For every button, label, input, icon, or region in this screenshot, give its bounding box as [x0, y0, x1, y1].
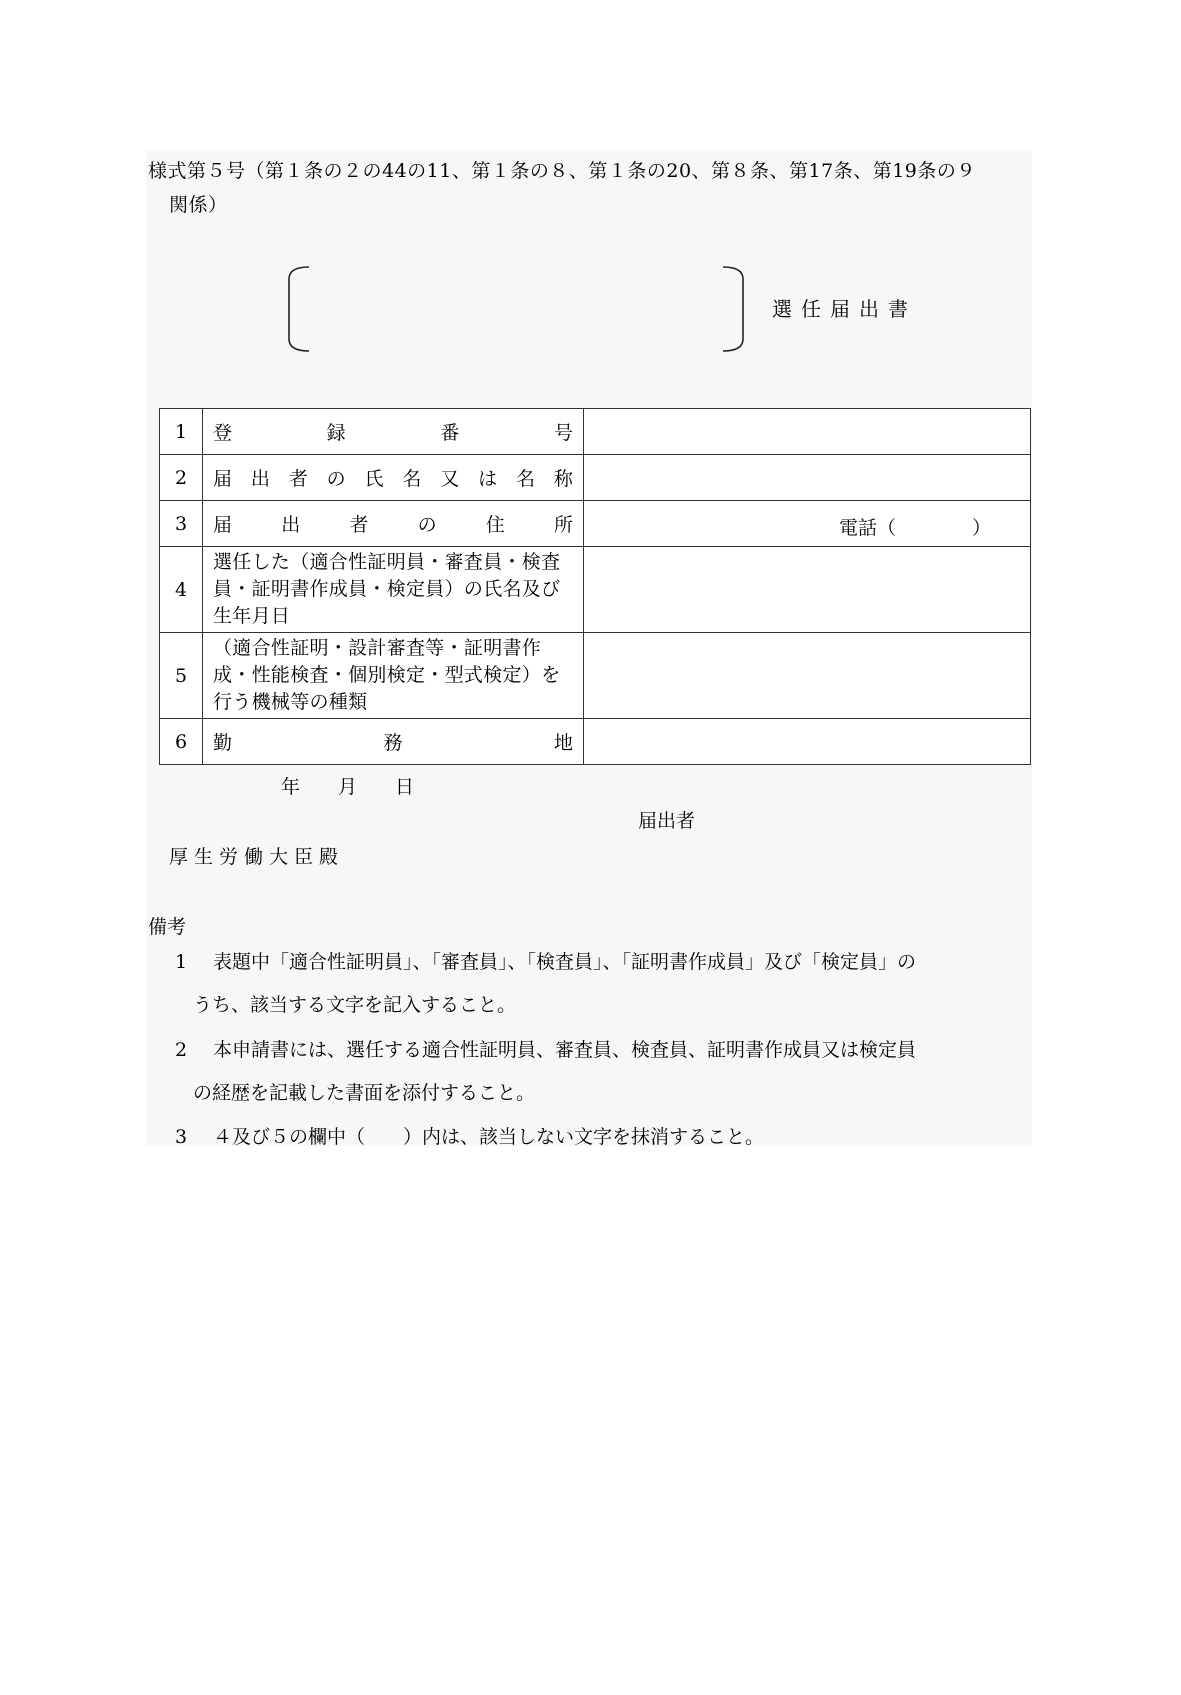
- label-char: 番: [440, 422, 460, 444]
- remark-item: [175, 1029, 1035, 1115]
- value-cell-notifier-address[interactable]: [584, 501, 1031, 547]
- label-char: 届: [213, 514, 233, 536]
- table-row: [160, 633, 1031, 719]
- table-row: [160, 409, 1031, 455]
- form-number-line2: 関係）: [169, 194, 228, 216]
- remark-number: 3: [175, 1126, 188, 1148]
- row-number: 6: [160, 719, 203, 765]
- form-number-line1: 様式第５号（第１条の２の44の11、第１条の８、第１条の20、第８条、第17条、第19条の９: [148, 160, 976, 182]
- row-number: 2: [160, 455, 203, 501]
- left-bracket-mark: [285, 265, 311, 353]
- label-char: 出: [281, 514, 301, 536]
- label-char: は: [478, 468, 498, 490]
- label-char: 氏: [364, 468, 384, 490]
- notifier-label: 届出者: [638, 810, 696, 832]
- remarks-heading: 備考: [148, 916, 187, 938]
- table-row: [160, 455, 1031, 501]
- label-char: 名: [516, 468, 536, 490]
- remark-text-line1: 本申請書には、選任する適合性証明員、審査員、検査員、証明書作成員又は検定員: [213, 1039, 917, 1061]
- label-char: 勤: [213, 732, 233, 754]
- remark-number: 2: [175, 1039, 188, 1061]
- label-char: 又: [440, 468, 460, 490]
- remark-text-line2: の経歴を記載した書面を添付すること。: [193, 1082, 536, 1104]
- label-char: 登: [213, 422, 233, 444]
- label-char: 称: [553, 468, 573, 490]
- label-char: 届: [213, 468, 233, 490]
- phone-label: 電話（ ）: [839, 517, 992, 539]
- row-label-machine-type: （適合性証明・設計審査等・証明書作成・性能検査・個別検定・型式検定）を行う機械等の種類: [203, 633, 584, 719]
- label-char: 号: [553, 422, 573, 444]
- form-table: [159, 408, 1031, 765]
- label-char: 名: [402, 468, 422, 490]
- row-number: 1: [160, 409, 203, 455]
- value-cell-registration-number[interactable]: [584, 409, 1031, 455]
- table-row: [160, 501, 1031, 547]
- row-label-registration-number: [203, 409, 584, 455]
- row-number: 3: [160, 501, 203, 547]
- row-number: 4: [160, 547, 203, 633]
- label-char: 務: [383, 732, 403, 754]
- label-char: 者: [349, 514, 369, 536]
- remark-text-line2: うち、該当する文字を記入すること。: [193, 994, 517, 1016]
- remark-number: 1: [175, 951, 188, 973]
- label-char: 録: [326, 422, 346, 444]
- value-cell-machine-type[interactable]: [584, 633, 1031, 719]
- value-cell-appointee[interactable]: [584, 547, 1031, 633]
- value-cell-workplace[interactable]: [584, 719, 1031, 765]
- row-number: 5: [160, 633, 203, 719]
- date-line: 年 月 日: [281, 776, 415, 798]
- label-char: 地: [553, 732, 573, 754]
- form-number-caption: [148, 154, 1028, 222]
- row-label-notifier-address: [203, 501, 584, 547]
- row-label-notifier-name: [203, 455, 584, 501]
- remark-text-line1: 表題中「適合性証明員」、「審査員」、「検査員」、「証明書作成員」及び「検定員」の: [213, 951, 917, 973]
- row-label-workplace: [203, 719, 584, 765]
- label-char: 出: [250, 468, 270, 490]
- spread-text: [213, 464, 573, 491]
- spread-text: [213, 728, 573, 755]
- document-title: 選任届出書: [772, 297, 917, 321]
- remark-text-line1: ４及び５の欄中（ ）内は、該当しない文字を抹消すること。: [213, 1126, 765, 1148]
- label-char: 住: [485, 514, 505, 536]
- table-row: [160, 719, 1031, 765]
- value-cell-notifier-name[interactable]: [584, 455, 1031, 501]
- table-row: [160, 547, 1031, 633]
- label-char: の: [417, 514, 437, 536]
- title-area: [285, 265, 965, 359]
- spread-text: [213, 510, 573, 537]
- row-label-appointee: 選任した（適合性証明員・審査員・検査員・証明書作成員・検定員）の氏名及び生年月日: [203, 547, 584, 633]
- remark-item: [175, 1116, 1035, 1159]
- spread-text: [213, 418, 573, 445]
- right-bracket-mark: [721, 265, 747, 353]
- remark-item: [175, 941, 1035, 1027]
- label-char: 者: [288, 468, 308, 490]
- addressee: 厚生労働大臣殿: [169, 846, 345, 868]
- label-char: の: [326, 468, 346, 490]
- label-char: 所: [553, 514, 573, 536]
